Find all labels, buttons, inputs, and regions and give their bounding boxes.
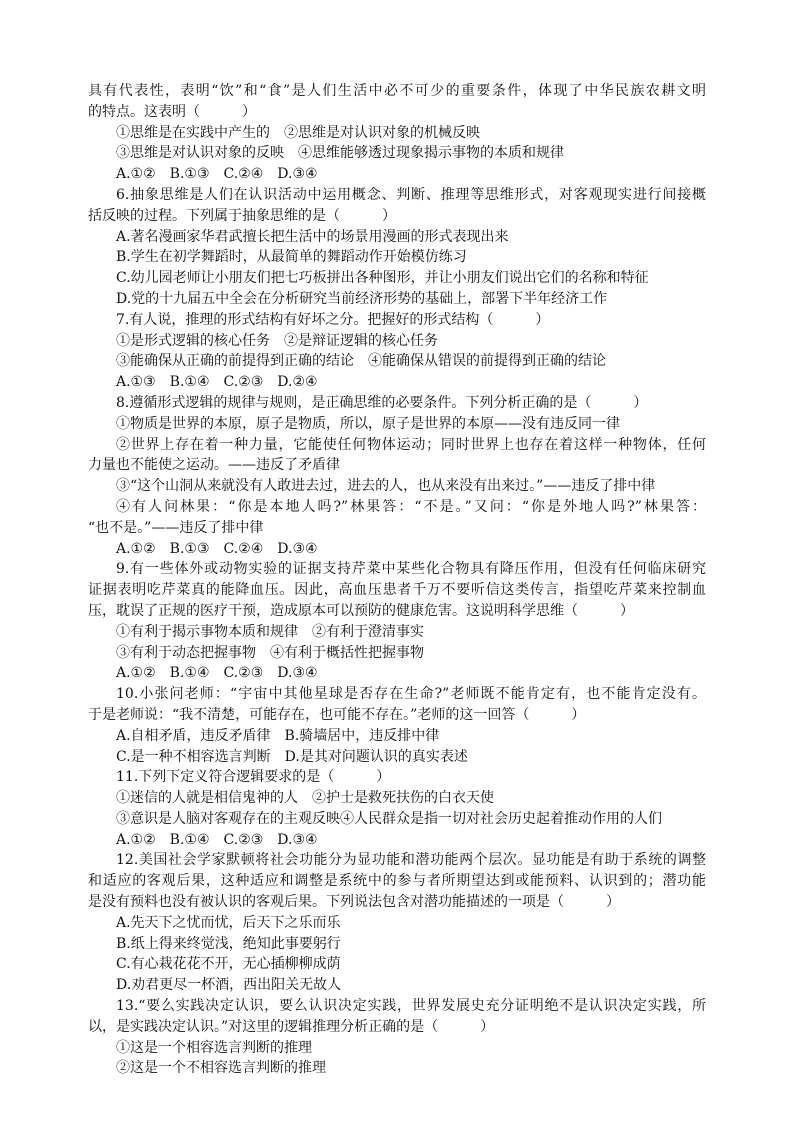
q5-option-line-1: ①思维是在实践中产生的 ②思维是对认识对象的机械反映	[116, 124, 480, 141]
q7-option-line-1: ①是形式逻辑的核心任务 ②是辩证逻辑的核心任务	[116, 332, 438, 349]
q12-stem-line-3: 是没有预料也没有被认识的客观后果。下列说法包含对潜功能描述的一项是（ ）	[88, 894, 620, 911]
q5-answers: A.①② B.①③ C.②④ D.③④	[116, 166, 318, 183]
q6-stem-line-1: 6.抽象思维是人们在认识活动中运用概念、判断、推理等思维形式，对客观现实进行间接概	[116, 186, 706, 203]
q12-stem-line-2: 和适应的客观后果，这种适应和调整是系统中的参与者所期望达到或能预料、认识到的；潜功能	[88, 873, 706, 890]
q11-answers: A.①② B.①④ C.②③ D.③④	[116, 831, 318, 848]
q10-option-line-1: A.自相矛盾，违反矛盾律 B.骑墙居中，违反排中律	[116, 727, 440, 744]
q10-option-line-2: C.是一种不相容选言判断 D.是其对问题认识的真实表述	[116, 748, 468, 765]
q6-option-a: A.著名漫画家华君武擅长把生活中的场景用漫画的形式表现出来	[116, 228, 509, 245]
q6-option-c: C.幼儿园老师让小朋友们把七巧板拼出各种图形，并让小朋友们说出它们的名称和特征	[116, 270, 649, 287]
q10-stem-line-1: 10.小张问老师：“宇宙中其他星球是否存在生命?”老师既不能肯定有，也不能肯定没有。	[116, 686, 706, 703]
q10-stem-line-2: 于是老师说：“我不清楚，可能存在，也可能不存在。”老师的这一回答（ ）	[88, 706, 586, 723]
q9-stem-line-1: 9.有一些体外或动物实验的证据支持芹菜中某些化合物具有降压作用，但没有任何临床研究	[116, 561, 706, 578]
q7-answers: A.①③ B.①④ C.②③ D.②④	[116, 374, 318, 391]
q5-stem-line-2: 的特点。这表明（ ）	[88, 103, 256, 120]
q12-option-d: D.劝君更尽一杯酒，西出阳关无故人	[116, 977, 342, 994]
q9-stem-line-2: 证据表明吃芹菜真的能降血压。因此，高血压患者千万不要听信这类传言，指望吃芹菜来控制血	[88, 582, 706, 599]
q13-option-2: ②这是一个不相容选言判断的推理	[116, 1060, 326, 1077]
q6-option-b: B.学生在初学舞蹈时，从最简单的舞蹈动作开始模仿练习	[116, 249, 467, 266]
q6-stem-line-2: 括反映的过程。下列属于抽象思维的是（ ）	[88, 207, 396, 224]
q5-option-line-2: ③思维是对认识对象的反映 ④思维能够透过现象揭示事物的本质和规律	[116, 145, 564, 162]
q7-option-line-2: ③能确保从正确的前提得到正确的结论 ④能确保从错误的前提得到正确的结论	[116, 353, 606, 370]
q9-option-line-2: ③有利于动态把握事物 ④有利于概括性把握事物	[116, 644, 424, 661]
q6-option-d: D.党的十九届五中全会在分析研究当前经济形势的基础上，部署下半年经济工作	[116, 290, 608, 307]
q12-option-a: A.先天下之忧而忧，后天下之乐而乐	[116, 914, 341, 931]
q11-option-line-2: ③意识是人脑对客观存在的主观反映④人民群众是指一切对社会历史起着推动作用的人们	[116, 810, 662, 827]
q8-option-4-line-2: “也不是。”——违反了排中律	[88, 519, 264, 536]
q9-option-line-1: ①有利于揭示事物本质和规律 ②有利于澄清事实	[116, 623, 424, 640]
q11-option-line-1: ①迷信的人就是相信鬼神的人 ②护士是救死扶伤的白衣天使	[116, 790, 494, 807]
q8-option-2-line-1: ②世界上存在着一种力量，它能使任何物体运动；同时世界上也存在着这样一种物体，任何	[116, 436, 706, 453]
q13-stem-line-2: 以，是实践决定认识。”对这里的逻辑推理分析正确的是（ ）	[88, 1018, 495, 1035]
q12-stem-line-1: 12.美国社会学家默顿将社会功能分为显功能和潜功能两个层次。显功能是有助于系统的调整	[116, 852, 706, 869]
q8-answers: A.①② B.①③ C.②④ D.③④	[116, 540, 318, 557]
q12-option-b: B.纸上得来终觉浅，绝知此事要躬行	[116, 935, 341, 952]
q9-answers: A.①② B.①④ C.②③ D.③④	[116, 665, 318, 682]
q11-stem: 11.下列下定义符合逻辑要求的是（ ）	[116, 769, 391, 786]
q8-option-1: ①物质是世界的本原，原子是物质，所以，原子是世界的本原——没有违反同一律	[116, 415, 620, 432]
q8-option-4-line-1: ④有人问林果：“你是本地人吗?”林果答：“不是。”又问：“你是外地人吗?”林果答：	[116, 498, 706, 515]
q5-stem-line-1: 具有代表性，表明“饮”和“食”是人们生活中必不可少的重要条件，体现了中华民族农耕文明	[88, 83, 706, 99]
q7-stem: 7.有人说，推理的形式结构有好坏之分。把握好的形式结构（ ）	[116, 311, 550, 328]
q9-stem-line-3: 压，耽误了正规的医疗干预，造成原本可以预防的健康危害。这说明科学思维（ ）	[88, 602, 634, 619]
q13-stem-line-1: 13.“要么实践决定认识，要么认识决定实践，世界发展史充分证明绝不是认识决定实践，所	[116, 998, 706, 1015]
q13-option-1: ①这是一个相容选言判断的推理	[116, 1039, 312, 1056]
q8-option-2-line-2: 力量也不能使之运动。——违反了矛盾律	[88, 457, 340, 474]
q12-option-c: C.有心栽花花不开，无心插柳柳成荫	[116, 956, 341, 973]
q8-option-3: ③“这个山洞从来就没有人敢进去过，进去的人，也从来没有出来过。”——违反了排中律	[116, 478, 656, 495]
document-page	[88, 81, 706, 1079]
q8-stem: 8.遵循形式逻辑的规律与规则，是正确思维的必要条件。下列分析正确的是（ ）	[116, 394, 648, 411]
